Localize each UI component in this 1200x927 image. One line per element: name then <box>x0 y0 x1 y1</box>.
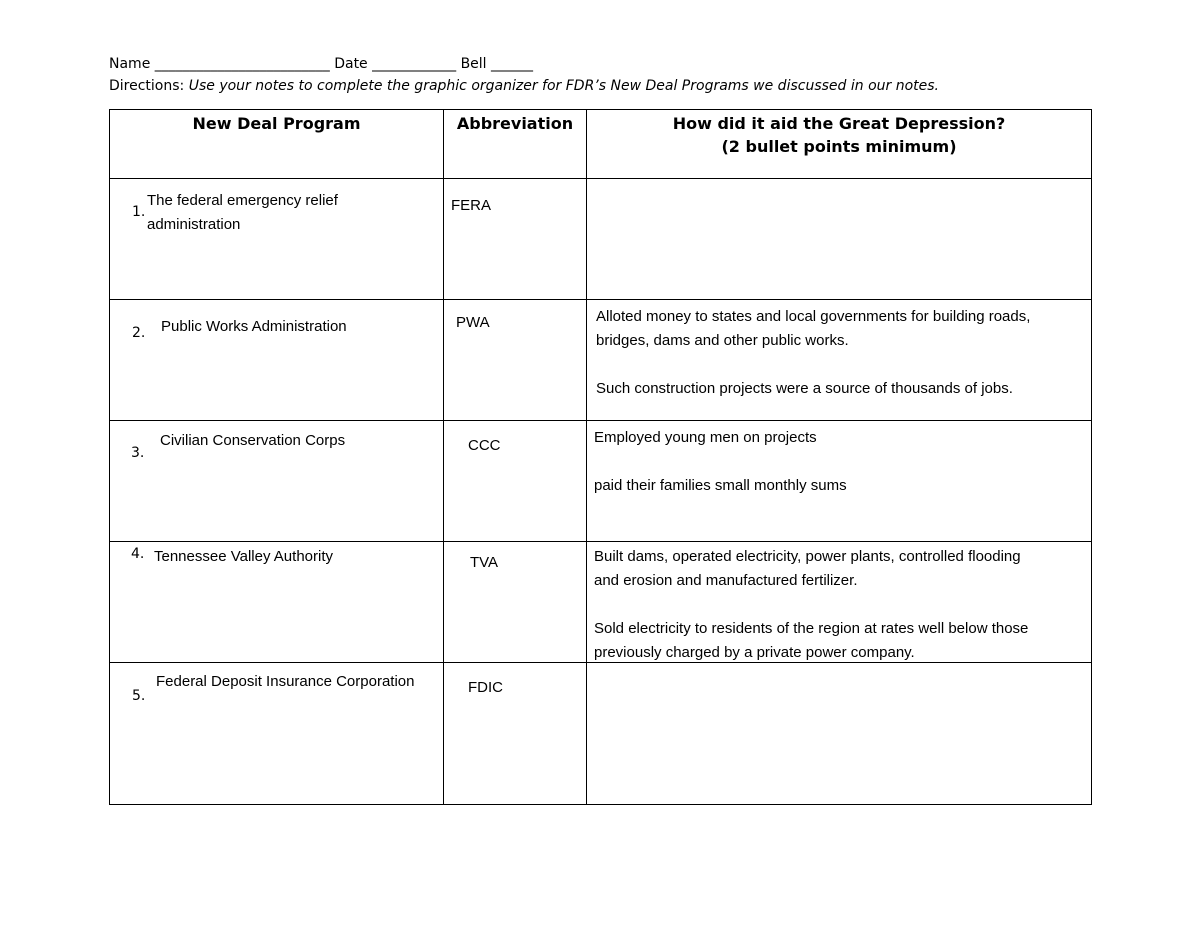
program-cell <box>110 300 444 421</box>
column-header-aid <box>587 110 1092 179</box>
aid-cell[interactable] <box>587 179 1092 300</box>
table-row <box>110 542 1092 663</box>
program-name: Public Works Administration <box>161 318 347 335</box>
column-header-aid-line1: How did it aid the Great Depression? <box>672 114 1006 133</box>
abbreviation: FDIC <box>468 679 503 696</box>
row-number: 1. <box>132 204 146 220</box>
aid-text: Built dams, operated electricity, power plants, controlled flooding and erosion and manufactured fertilizer. Sold electricity to residents of the region at rates well below those previously charged by a private power company. <box>594 548 1029 661</box>
directions-line <box>109 78 939 94</box>
row-number: 4. <box>131 546 145 562</box>
program-cell <box>110 542 444 663</box>
program-cell <box>110 421 444 542</box>
row-number: 2. <box>132 325 146 341</box>
table-row <box>110 421 1092 542</box>
row-number: 3. <box>131 445 145 461</box>
table-row <box>110 179 1092 300</box>
abbreviation: FERA <box>451 197 492 214</box>
directions-text: Use your notes to complete the graphic organizer for FDR’s New Deal Programs we discussed in our notes. <box>188 78 940 94</box>
table-header-row <box>110 110 1092 179</box>
aid-text: Employed young men on projects paid their families small monthly sums <box>594 429 847 494</box>
row-number: 5. <box>132 688 146 704</box>
abbreviation: PWA <box>456 314 490 331</box>
aid-text: Alloted money to states and local governments for building roads, bridges, dams and other public works. Such construction projects were a source of thousands of jobs. <box>596 308 1031 397</box>
program-cell <box>110 179 444 300</box>
abbreviation-cell <box>444 179 587 300</box>
program-name: Federal Deposit Insurance Corporation <box>156 673 415 690</box>
abbreviation-cell <box>444 300 587 421</box>
directions-label: Directions: <box>109 78 189 94</box>
abbreviation: TVA <box>470 554 499 571</box>
table-row <box>110 663 1092 805</box>
column-header-program: New Deal Program <box>110 110 444 179</box>
program-cell <box>110 663 444 805</box>
abbreviation-cell <box>444 663 587 805</box>
aid-cell[interactable] <box>587 421 1092 542</box>
abbreviation-cell <box>444 421 587 542</box>
aid-cell[interactable] <box>587 542 1092 663</box>
abbreviation-cell <box>444 542 587 663</box>
table-row <box>110 300 1092 421</box>
column-header-abbreviation: Abbreviation <box>444 110 587 179</box>
program-name: Civilian Conservation Corps <box>160 432 346 449</box>
column-header-aid-line2: (2 bullet points minimum) <box>721 137 957 156</box>
program-name: The federal emergency relief administration <box>147 192 338 233</box>
abbreviation: CCC <box>468 437 501 454</box>
program-name: Tennessee Valley Authority <box>154 548 333 565</box>
graphic-organizer-table <box>109 109 1092 805</box>
aid-cell[interactable] <box>587 663 1092 805</box>
aid-cell[interactable] <box>587 300 1092 421</box>
name-date-bell-label: Name _________________________ Date ____________ Bell ______ <box>109 56 534 72</box>
name-date-bell-line <box>109 56 533 72</box>
